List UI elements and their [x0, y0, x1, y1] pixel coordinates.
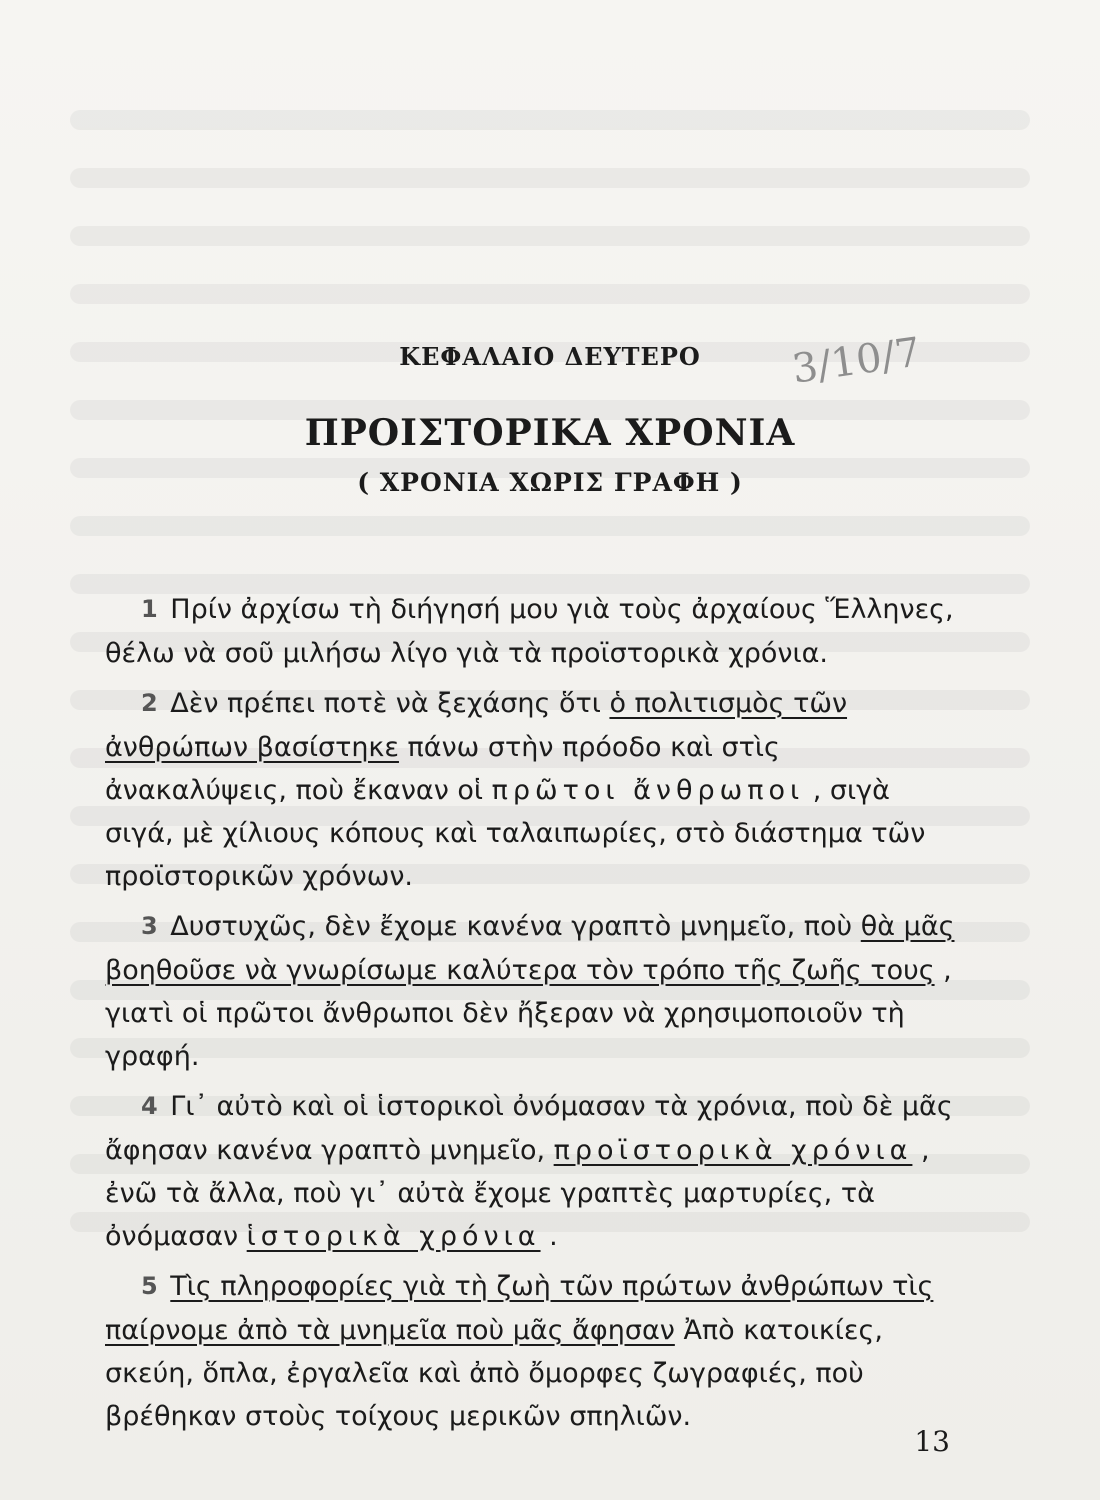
show-through-line [70, 516, 1030, 536]
paragraph-marker: 5 [141, 1272, 158, 1300]
paragraph-marker: 3 [141, 912, 158, 940]
paragraph-text: Πρίν ἀρχίσω τὴ διήγησή μου γιὰ τοὺς ἀρχαίους Ἕλληνες, θέλω νὰ σοῦ μιλήσω λίγο γιὰ τὰ προϊστορικὰ χρόνια. [105, 594, 954, 669]
paragraph-text-start: Δὲν πρέπει ποτὲ νὰ ξεχάσης ὅτι [170, 688, 610, 719]
paragraph-marker: 4 [141, 1092, 158, 1120]
paragraph-4 [105, 1085, 955, 1258]
page-title: ΠΡΟΙΣΤΟΡΙΚΑ ΧΡΟΝΙΑ [304, 412, 796, 454]
handwritten-date: 3/10/7 [789, 329, 924, 393]
paragraph-text-end: Ἀπὸ κατοικίες, σκεύη, ὅπλα, ἐργαλεῖα καὶ ἀπὸ ὄμορφες ζωγραφιές, ποὺ βρέθηκαν στοὺς τοίχους μερικῶν σπηλιῶν. [105, 1315, 883, 1432]
spaced-emphasis-text: πρῶτοι ἄνθρωποι [491, 775, 805, 806]
show-through-line [70, 284, 1030, 304]
spaced-underlined-term: ἱστορικὰ χρόνια [246, 1221, 541, 1252]
chapter-heading: ΚΕΦΑΛΑΙΟ ΔΕΥΤΕΡΟ [399, 342, 701, 371]
paragraph-5 [105, 1265, 955, 1438]
show-through-line [70, 110, 1030, 130]
paragraph-marker: 1 [141, 595, 158, 623]
show-through-line [70, 226, 1030, 246]
paragraph-text-start: Γι᾽ αὐτὸ καὶ οἱ ἱστορικοὶ ὀνόμασαν τὰ χρόνια, ποὺ δὲ μᾶς ἄφησαν κανένα γραπτὸ μνημεῖο, [105, 1091, 953, 1166]
page-number: 13 [914, 1425, 950, 1458]
paragraph-text-start: Δυστυχῶς, δὲν ἔχομε κανένα γραπτὸ μνημεῖο, ποὺ [170, 911, 861, 942]
paragraph-2 [105, 682, 955, 898]
paragraph-3 [105, 905, 955, 1078]
page-subtitle: ( ΧΡΟΝΙΑ ΧΩΡΙΣ ΓΡΑΦΗ ) [357, 468, 743, 497]
paragraph-text-end: . [549, 1221, 558, 1252]
paragraph-text-end: , σιγὰ σιγά, μὲ χίλιους κόπους καὶ ταλαιπωρίες, στὸ διάστημα τῶν προϊστορικῶν χρόνων. [105, 775, 926, 892]
show-through-line [70, 168, 1030, 188]
paragraph-text-end: , γιατὶ οἱ πρῶτοι ἄνθρωποι δὲν ἤξεραν νὰ χρησιμοποιοῦν τὴ γραφή. [105, 955, 952, 1072]
paragraph-text-middle: πάνω στὴν πρόοδο καὶ στὶς ἀνακαλύψεις, ποὺ ἔκαναν οἱ [105, 732, 780, 806]
paragraph-text-middle: , ἐνῶ τὰ ἄλλα, ποὺ γι᾽ αὐτὰ ἔχομε γραπτὲς μαρτυρίες, τὰ ὀνόμασαν [105, 1135, 930, 1252]
underlined-text: Τὶς πληροφορίες γιὰ τὴ ζωὴ τῶν πρώτων ἀνθρώπων τὶς παίρνομε ἀπὸ τὰ μνημεῖα ποὺ μᾶς ἄφησαν [105, 1271, 934, 1346]
spaced-underlined-term: προϊστορικὰ χρόνια [553, 1135, 913, 1166]
paragraph-marker: 2 [141, 689, 158, 717]
paragraph-1 [105, 588, 955, 675]
main-text [105, 588, 955, 1445]
underlined-text: ὁ πολιτισμὸς τῶν ἀνθρώπων βασίστηκε [105, 688, 848, 763]
underlined-text: θὰ μᾶς βοηθοῦσε νὰ γνωρίσωμε καλύτερα τὸν τρόπο τῆς ζωῆς τους [105, 911, 955, 986]
